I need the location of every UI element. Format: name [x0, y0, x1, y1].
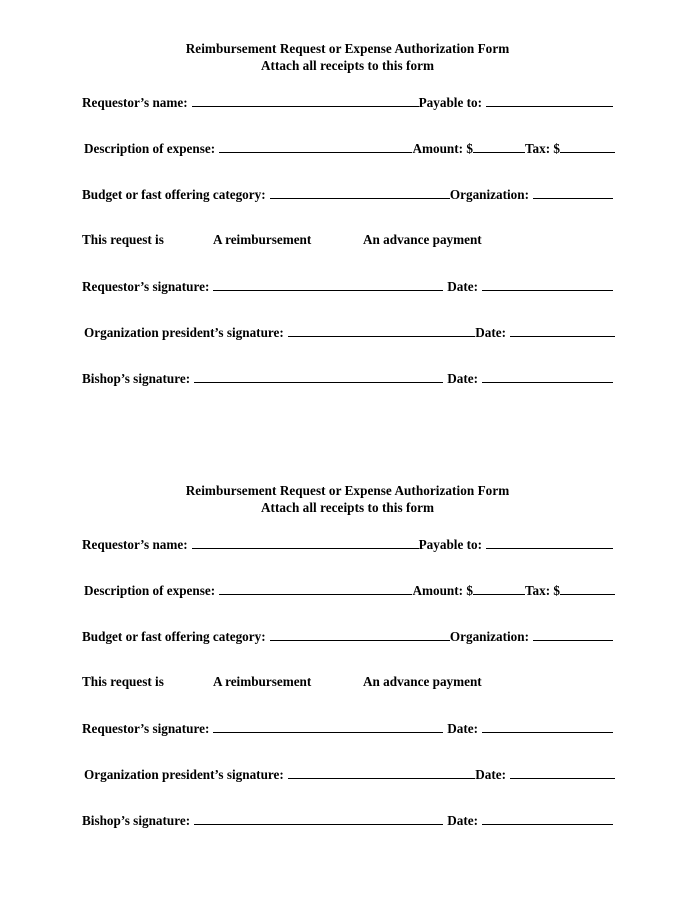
requestor-signature-label: Requestor’s signature: [82, 279, 210, 294]
president-date-input[interactable] [510, 324, 615, 337]
requestor-name-label: Requestor’s name: [82, 95, 188, 110]
president-date-input[interactable] [510, 766, 615, 779]
budget-category-label: Budget or fast offering category: [82, 629, 266, 644]
form-title-line-1: Reimbursement Request or Expense Authorization Form [185, 483, 510, 498]
organization-president-signature-label: Organization president’s signature: [84, 325, 284, 340]
row-budget-organization [0, 186, 695, 232]
form-title-line-1: Reimbursement Request or Expense Authorization Form [185, 41, 510, 56]
bishop-signature-input[interactable] [194, 370, 443, 383]
this-request-is-label: This request is [82, 674, 164, 689]
budget-category-label: Budget or fast offering category: [82, 187, 266, 202]
bishop-date-label: Date: [447, 813, 478, 828]
row-bishop-signature [0, 812, 695, 858]
form-title-subtitle: Attach all receipts to this form [260, 500, 435, 515]
requestor-name-input[interactable] [192, 536, 419, 549]
row-requestor-name [0, 536, 695, 582]
form-title-block [0, 40, 695, 74]
row-request-type [0, 674, 695, 720]
option-reimbursement[interactable]: A reimbursement [213, 674, 312, 689]
row-budget-organization [0, 628, 695, 674]
requestor-signature-input[interactable] [213, 278, 443, 291]
description-label: Description of expense: [84, 583, 216, 598]
payable-to-input[interactable] [486, 94, 613, 107]
amount-label: Amount: $ [412, 141, 473, 156]
row-president-signature [0, 324, 695, 370]
bishop-signature-label: Bishop’s signature: [82, 371, 191, 386]
amount-input[interactable] [473, 140, 525, 153]
form-title-block [0, 482, 695, 516]
budget-category-input[interactable] [270, 186, 450, 199]
reimbursement-form-copy-2 [0, 482, 695, 858]
payable-to-input[interactable] [486, 536, 613, 549]
requestor-date-input[interactable] [482, 278, 613, 291]
organization-president-signature-input[interactable] [288, 324, 475, 337]
organization-input[interactable] [533, 628, 613, 641]
description-label: Description of expense: [84, 141, 216, 156]
amount-input[interactable] [473, 582, 525, 595]
requestor-date-label: Date: [447, 721, 478, 736]
form-fields [0, 94, 695, 416]
organization-label: Organization: [449, 187, 529, 202]
description-input[interactable] [219, 140, 412, 153]
description-input[interactable] [219, 582, 412, 595]
tax-label: Tax: $ [524, 141, 560, 156]
bishop-signature-label: Bishop’s signature: [82, 813, 191, 828]
bishop-date-input[interactable] [482, 370, 613, 383]
organization-president-signature-label: Organization president’s signature: [84, 767, 284, 782]
tax-label: Tax: $ [524, 583, 560, 598]
payable-to-label: Payable to: [418, 95, 482, 110]
organization-input[interactable] [533, 186, 613, 199]
row-requestor-name [0, 94, 695, 140]
requestor-signature-input[interactable] [213, 720, 443, 733]
organization-label: Organization: [449, 629, 529, 644]
row-description-amount-tax [0, 140, 695, 186]
option-advance-payment[interactable]: An advance payment [363, 674, 482, 689]
this-request-is-label: This request is [82, 232, 164, 247]
row-bishop-signature [0, 370, 695, 416]
row-president-signature [0, 766, 695, 812]
requestor-signature-label: Requestor’s signature: [82, 721, 210, 736]
row-requestor-signature [0, 720, 695, 766]
form-title-subtitle: Attach all receipts to this form [260, 58, 435, 73]
option-reimbursement[interactable]: A reimbursement [213, 232, 312, 247]
row-requestor-signature [0, 278, 695, 324]
row-description-amount-tax [0, 582, 695, 628]
tax-input[interactable] [560, 140, 615, 153]
row-request-type [0, 232, 695, 278]
president-date-label: Date: [475, 767, 506, 782]
requestor-date-label: Date: [447, 279, 478, 294]
tax-input[interactable] [560, 582, 615, 595]
option-advance-payment[interactable]: An advance payment [363, 232, 482, 247]
form-fields [0, 536, 695, 858]
budget-category-input[interactable] [270, 628, 450, 641]
bishop-signature-input[interactable] [194, 812, 443, 825]
payable-to-label: Payable to: [418, 537, 482, 552]
bishop-date-input[interactable] [482, 812, 613, 825]
bishop-date-label: Date: [447, 371, 478, 386]
amount-label: Amount: $ [412, 583, 473, 598]
organization-president-signature-input[interactable] [288, 766, 475, 779]
requestor-name-input[interactable] [192, 94, 419, 107]
requestor-date-input[interactable] [482, 720, 613, 733]
president-date-label: Date: [475, 325, 506, 340]
reimbursement-form-copy-1 [0, 40, 695, 416]
requestor-name-label: Requestor’s name: [82, 537, 188, 552]
